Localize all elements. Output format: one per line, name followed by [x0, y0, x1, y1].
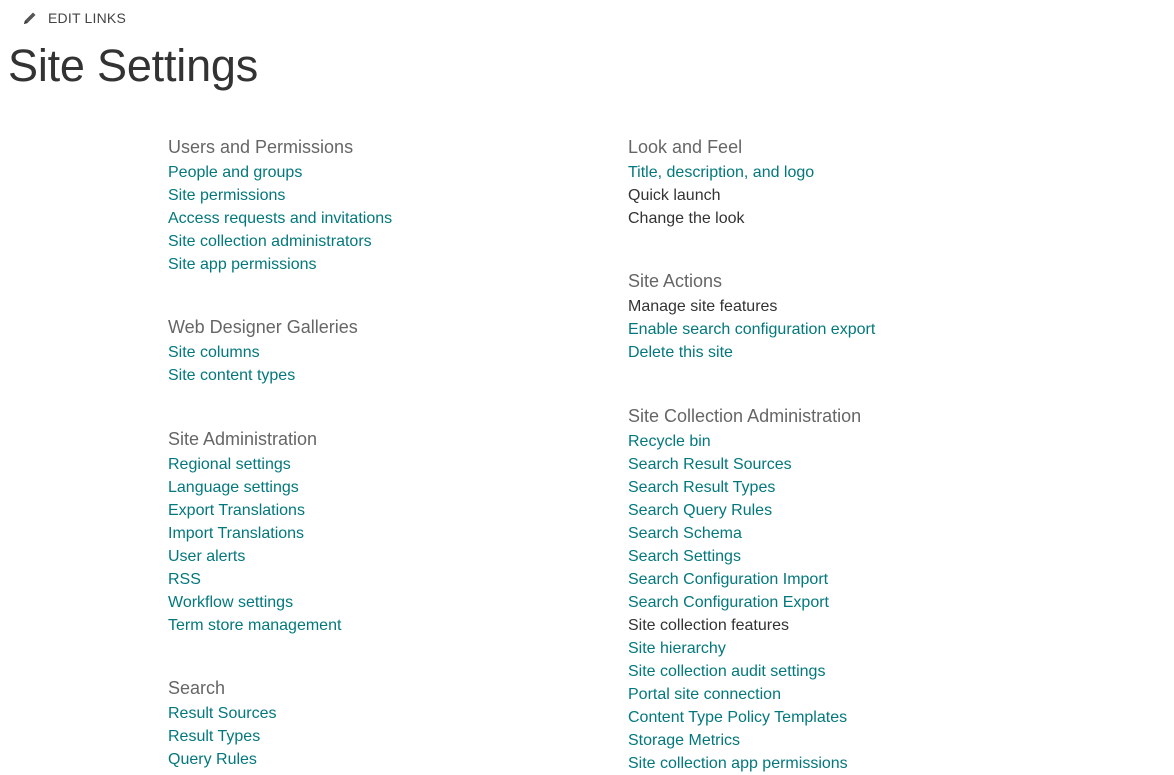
link-search-settings[interactable]: Search Settings: [628, 548, 741, 565]
link-rss[interactable]: RSS: [168, 571, 201, 588]
link-language-settings[interactable]: Language settings: [168, 479, 299, 496]
link-content-type-policy-templates[interactable]: Content Type Policy Templates: [628, 709, 848, 726]
link-search-result-sources[interactable]: Search Result Sources: [628, 456, 792, 473]
section-users-and-permissions: [168, 136, 392, 276]
section-search: [168, 677, 277, 771]
link-result-sources[interactable]: Result Sources: [168, 705, 277, 722]
link-export-translations[interactable]: Export Translations: [168, 502, 305, 519]
edit-links-label: EDIT LINKS: [48, 10, 126, 26]
link-site-app-permissions[interactable]: Site app permissions: [168, 256, 317, 273]
link-search-query-rules[interactable]: Search Query Rules: [628, 502, 773, 519]
link-search-schema[interactable]: Search Schema: [628, 525, 742, 542]
link-access-requests[interactable]: Access requests and invitations: [168, 210, 393, 227]
link-query-rules[interactable]: Query Rules: [168, 751, 257, 768]
link-change-the-look[interactable]: Change the look: [628, 210, 745, 227]
link-search-configuration-export[interactable]: Search Configuration Export: [628, 594, 829, 611]
section-heading: Site Collection Administration: [628, 406, 862, 426]
link-manage-site-features[interactable]: Manage site features: [628, 298, 778, 315]
link-import-translations[interactable]: Import Translations: [168, 525, 305, 542]
section-site-administration: [168, 428, 341, 637]
link-workflow-settings[interactable]: Workflow settings: [168, 594, 294, 611]
link-site-permissions[interactable]: Site permissions: [168, 187, 286, 204]
link-people-and-groups[interactable]: People and groups: [168, 164, 303, 181]
link-user-alerts[interactable]: User alerts: [168, 548, 246, 565]
section-heading: Site Administration: [168, 429, 318, 449]
link-storage-metrics[interactable]: Storage Metrics: [628, 732, 741, 749]
link-site-collection-audit-settings[interactable]: Site collection audit settings: [628, 663, 826, 680]
section-look-and-feel: [628, 136, 814, 230]
link-delete-this-site[interactable]: Delete this site: [628, 344, 733, 361]
link-site-content-types[interactable]: Site content types: [168, 367, 296, 384]
link-regional-settings[interactable]: Regional settings: [168, 456, 291, 473]
pencil-icon: [22, 10, 38, 26]
link-search-configuration-import[interactable]: Search Configuration Import: [628, 571, 829, 588]
page-title: Site Settings: [8, 40, 259, 91]
link-quick-launch[interactable]: Quick launch: [628, 187, 721, 204]
link-site-hierarchy[interactable]: Site hierarchy: [628, 640, 726, 657]
section-heading: Site Actions: [628, 271, 723, 291]
link-site-collection-administrators[interactable]: Site collection administrators: [168, 233, 372, 250]
link-portal-site-connection[interactable]: Portal site connection: [628, 686, 781, 703]
link-recycle-bin[interactable]: Recycle bin: [628, 433, 711, 450]
section-site-actions: [628, 270, 875, 364]
link-search-result-types[interactable]: Search Result Types: [628, 479, 776, 496]
section-site-collection-administration: [628, 405, 861, 775]
link-term-store-management[interactable]: Term store management: [168, 617, 342, 634]
section-web-designer-galleries: [168, 316, 358, 387]
edit-links-button[interactable]: [22, 10, 126, 26]
link-enable-search-config-export[interactable]: Enable search configuration export: [628, 321, 876, 338]
link-result-types[interactable]: Result Types: [168, 728, 261, 745]
section-heading: Users and Permissions: [168, 137, 354, 157]
link-site-collection-app-permissions[interactable]: Site collection app permissions: [628, 755, 848, 772]
section-heading: Search: [168, 678, 226, 698]
link-site-collection-features[interactable]: Site collection features: [628, 617, 789, 634]
section-heading: Web Designer Galleries: [168, 317, 358, 337]
link-site-columns[interactable]: Site columns: [168, 344, 260, 361]
link-title-description-logo[interactable]: Title, description, and logo: [628, 164, 815, 181]
section-heading: Look and Feel: [628, 137, 743, 157]
